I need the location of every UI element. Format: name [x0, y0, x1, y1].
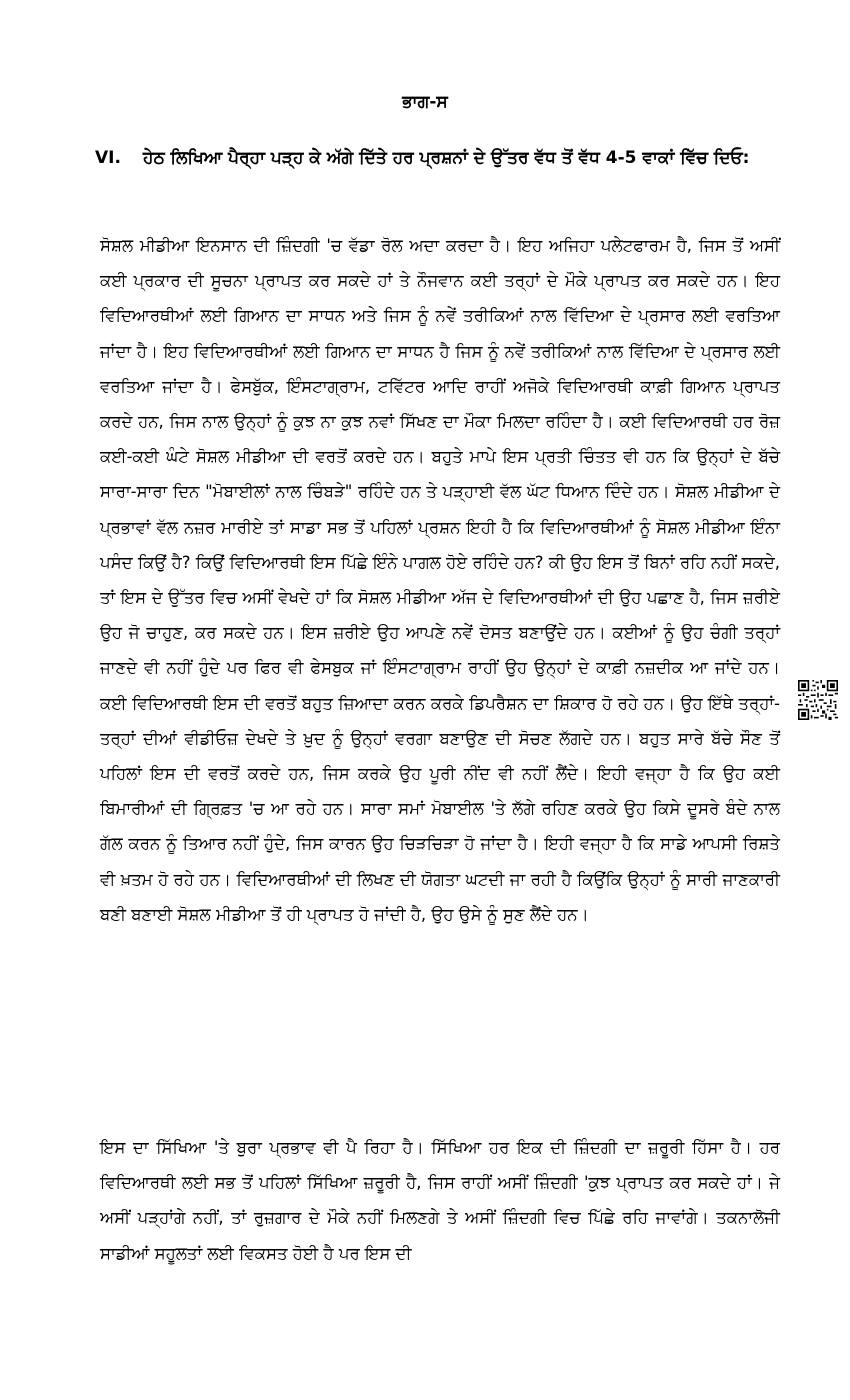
question-instruction: ਹੇਠ ਲਿਖਿਆ ਪੈਰ੍ਹਾ ਪੜ੍ਹ ਕੇ ਅੱਗੇ ਦਿੱਤੇ ਹਰ ਪ੍ਰਸ਼ਨਾਂ ਦੇ ਉੱਤਰ ਵੱਧ ਤੋਂ ਵੱਧ 4-5 ਵਾਕਾਂ ਵਿੱਚ ਦਿਓ:	[143, 148, 750, 168]
question-number: VI.	[95, 148, 121, 168]
question-block	[95, 140, 775, 176]
section-title: ਭਾਗ-ਸ	[402, 92, 448, 112]
passage-paragraph-1: ਸੋਸ਼ਲ ਮੀਡੀਆ ਇਨਸਾਨ ਦੀ ਜ਼ਿੰਦਗੀ 'ਚ ਵੱਡਾ ਰੋਲ ਅਦਾ ਕਰਦਾ ਹੈ। ਇਹ ਅਜਿਹਾ ਪਲੇਟਫਾਰਮ ਹੈ, ਜਿਸ ਤੋਂ ਅਸੀਂ ਕਈ ਪ੍ਰਕਾਰ ਦੀ ਸੂਚਨਾ ਪ੍ਰਾਪਤ ਕਰ ਸਕਦੇ ਹਾਂ ਤੇ ਨੌਜਵਾਨ ਕਈ ਤਰ੍ਹਾਂ ਦੇ ਮੌਕੇ ਪ੍ਰਾਪਤ ਕਰ ਸਕਦੇ ਹਨ। ਇਹ ਵਿਦਿਆਰਥੀਆਂ ਲਈ ਗਿਆਨ ਦਾ ਸਾਧਨ ਅਤੇ ਜਿਸ ਨੂੰ ਨਵੇਂ ਤਰੀਕਿਆਂ ਨਾਲ ਵਿੱਦਿਆ ਦੇ ਪ੍ਰਸਾਰ ਲਈ ਵਰਤਿਆ ਜਾਂਦਾ ਹੈ। ਇਹ ਵਿਦਿਆਰਥੀਆਂ ਲਈ ਗਿਆਨ ਦਾ ਸਾਧਨ ਹੈ ਜਿਸ ਨੂੰ ਨਵੇਂ ਤਰੀਕਿਆਂ ਨਾਲ ਵਿੱਦਿਆ ਦੇ ਪ੍ਰਸਾਰ ਲਈ ਵਰਤਿਆ ਜਾਂਦਾ ਹੈ। ਫੇਸਬੁੱਕ, ਇੰਸਟਾਗ੍ਰਾਮ, ਟਵਿੱਟਰ ਆਦਿ ਰਾਹੀਂ ਅਜੋਕੇ ਵਿਦਿਆਰਥੀ ਕਾਫ਼ੀ ਗਿਆਨ ਪ੍ਰਾਪਤ ਕਰਦੇ ਹਨ, ਜਿਸ ਨਾਲ ਉਨ੍ਹਾਂ ਨੂੰ ਕੁਝ ਨਾ ਕੁਝ ਨਵਾਂ ਸਿੱਖਣ ਦਾ ਮੌਕਾ ਮਿਲਦਾ ਰਹਿੰਦਾ ਹੈ। ਕਈ ਵਿਦਿਆਰਥੀ ਹਰ ਰੋਜ਼ ਕਈ-ਕਈ ਘੰਟੇ ਸੋਸ਼ਲ ਮੀਡੀਆ ਦੀ ਵਰਤੋਂ ਕਰਦੇ ਹਨ। ਬਹੁਤੇ ਮਾਪੇ ਇਸ ਪ੍ਰਤੀ ਚਿੰਤਤ ਵੀ ਹਨ ਕਿ ਉਨ੍ਹਾਂ ਦੇ ਬੱਚੇ ਸਾਰਾ-ਸਾਰਾ ਦਿਨ "ਮੋਬਾਈਲਾਂ ਨਾਲ ਚਿੰਬੜੇ" ਰਹਿੰਦੇ ਹਨ ਤੇ ਪੜ੍ਹਾਈ ਵੱਲ ਘੱਟ ਧਿਆਨ ਦਿੰਦੇ ਹਨ। ਸੋਸ਼ਲ ਮੀਡੀਆ ਦੇ ਪ੍ਰਭਾਵਾਂ ਵੱਲ ਨਜ਼ਰ ਮਾਰੀਏ ਤਾਂ ਸਾਡਾ ਸਭ ਤੋਂ ਪਹਿਲਾਂ ਪ੍ਰਸ਼ਨ ਇਹੀ ਹੈ ਕਿ ਵਿਦਿਆਰਥੀਆਂ ਨੂੰ ਸੋਸ਼ਲ ਮੀਡੀਆ ਇੰਨਾ ਪਸੰਦ ਕਿਉਂ ਹੈ? ਕਿਉਂ ਵਿਦਿਆਰਥੀ ਇਸ ਪਿੱਛੇ ਇੰਨੇ ਪਾਗਲ ਹੋਏ ਰਹਿੰਦੇ ਹਨ? ਕੀ ਉਹ ਇਸ ਤੋਂ ਬਿਨਾਂ ਰਹਿ ਨਹੀਂ ਸਕਦੇ, ਤਾਂ ਇਸ ਦੇ ਉੱਤਰ ਵਿਚ ਅਸੀਂ ਵੇਖਦੇ ਹਾਂ ਕਿ ਸੋਸ਼ਲ ਮੀਡੀਆ ਅੱਜ ਦੇ ਵਿਦਿਆਰਥੀਆਂ ਦੀ ਉਹ ਪਛਾਣ ਹੈ, ਜਿਸ ਜ਼ਰੀਏ ਉਹ ਜੋ ਚਾਹੁਣ, ਕਰ ਸਕਦੇ ਹਨ। ਇਸ ਜ਼ਰੀਏ ਉਹ ਆਪਣੇ ਨਵੇਂ ਦੋਸਤ ਬਣਾਉਂਦੇ ਹਨ। ਕਈਆਂ ਨੂੰ ਉਹ ਚੰਗੀ ਤਰ੍ਹਾਂ ਜਾਣਦੇ ਵੀ ਨਹੀਂ ਹੁੰਦੇ ਪਰ ਫਿਰ ਵੀ ਫੇਸਬੁਕ ਜਾਂ ਇੰਸਟਾਗ੍ਰਾਮ ਰਾਹੀਂ ਉਹ ਉਨ੍ਹਾਂ ਦੇ ਕਾਫ਼ੀ ਨਜ਼ਦੀਕ ਆ ਜਾਂਦੇ ਹਨ। ਕਈ ਵਿਦਿਆਰਥੀ ਇਸ ਦੀ ਵਰਤੋਂ ਬਹੁਤ ਜ਼ਿਆਦਾ ਕਰਨ ਕਰਕੇ ਡਿਪਰੈਸ਼ਨ ਦਾ ਸ਼ਿਕਾਰ ਹੋ ਰਹੇ ਹਨ। ਉਹ ਇੱਥੇ ਤਰ੍ਹਾਂ-ਤਰ੍ਹਾਂ ਦੀਆਂ ਵੀਡੀਓਜ਼ ਦੇਖਦੇ ਤੇ ਖ਼ੁਦ ਨੂੰ ਉਨ੍ਹਾਂ ਵਰਗਾ ਬਣਾਉਣ ਦੀ ਸੋਚਣ ਲੱਗਦੇ ਹਨ। ਬਹੁਤ ਸਾਰੇ ਬੱਚੇ ਸੌਣ ਤੋਂ ਪਹਿਲਾਂ ਇਸ ਦੀ ਵਰਤੋਂ ਕਰਦੇ ਹਨ, ਜਿਸ ਕਰਕੇ ਉਹ ਪੂਰੀ ਨੀਂਦ ਵੀ ਨਹੀਂ ਲੈਂਦੇ। ਇਹੀ ਵਜ੍ਹਾ ਹੈ ਕਿ ਉਹ ਕਈ ਬਿਮਾਰੀਆਂ ਦੀ ਗ੍ਰਿਫ਼ਤ 'ਚ ਆ ਰਹੇ ਹਨ। ਸਾਰਾ ਸਮਾਂ ਮੋਬਾਈਲ 'ਤੇ ਲੱਗੇ ਰਹਿਣ ਕਰਕੇ ਉਹ ਕਿਸੇ ਦੂਸਰੇ ਬੰਦੇ ਨਾਲ ਗੱਲ ਕਰਨ ਨੂੰ ਤਿਆਰ ਨਹੀਂ ਹੁੰਦੇ, ਜਿਸ ਕਾਰਨ ਉਹ ਚਿੜਚਿੜਾ ਹੋ ਜਾਂਦਾ ਹੈ। ਇਹੀ ਵਜ੍ਹਾ ਹੈ ਕਿ ਸਾਡੇ ਆਪਸੀ ਰਿਸ਼ਤੇ ਵੀ ਖ਼ਤਮ ਹੋ ਰਹੇ ਹਨ। ਵਿਦਿਆਰਥੀਆਂ ਦੀ ਲਿਖਣ ਦੀ ਯੋਗਤਾ ਘਟਦੀ ਜਾ ਰਹੀ ਹੈ ਕਿਉਂਕਿ ਉਨ੍ਹਾਂ ਨੂੰ ਸਾਰੀ ਜਾਣਕਾਰੀ ਬਣੀ ਬਣਾਈ ਸੋਸ਼ਲ ਮੀਡੀਆ ਤੋਂ ਹੀ ਪ੍ਰਾਪਤ ਹੋ ਜਾਂਦੀ ਹੈ, ਉਹ ਉਸੇ ਨੂੰ ਸੁਣ ਲੈਂਦੇ ਹਨ।	[100, 236, 780, 924]
qr-code-icon	[798, 680, 838, 720]
passage-paragraph-2: ਇਸ ਦਾ ਸਿੱਖਿਆ 'ਤੇ ਬੁਰਾ ਪ੍ਰਭਾਵ ਵੀ ਪੈ ਰਿਹਾ ਹੈ। ਸਿੱਖਿਆ ਹਰ ਇਕ ਦੀ ਜ਼ਿੰਦਗੀ ਦਾ ਜ਼ਰੂਰੀ ਹਿੱਸਾ ਹੈ। ਹਰ ਵਿਦਿਆਰਥੀ ਲਈ ਸਭ ਤੋਂ ਪਹਿਲਾਂ ਸਿੱਖਿਆ ਜ਼ਰੂਰੀ ਹੈ, ਜਿਸ ਰਾਹੀਂ ਅਸੀਂ ਜ਼ਿੰਦਗੀ 'ਕੁਝ ਪ੍ਰਾਪਤ ਕਰ ਸਕਦੇ ਹਾਂ। ਜੇ ਅਸੀਂ ਪੜ੍ਹਾਂਗੇ ਨਹੀਂ, ਤਾਂ ਰੁਜ਼ਗਾਰ ਦੇ ਮੌਕੇ ਨਹੀਂ ਮਿਲਣਗੇ ਤੇ ਅਸੀਂ ਜ਼ਿੰਦਗੀ ਵਿਚ ਪਿੱਛੇ ਰਹਿ ਜਾਵਾਂਗੇ। ਤਕਨਾਲੋਜੀ ਸਾਡੀਆਂ ਸਹੂਲਤਾਂ ਲਈ ਵਿਕਸਤ ਹੋਈ ਹੈ ਪਰ ਇਸ ਦੀ	[100, 1138, 780, 1263]
